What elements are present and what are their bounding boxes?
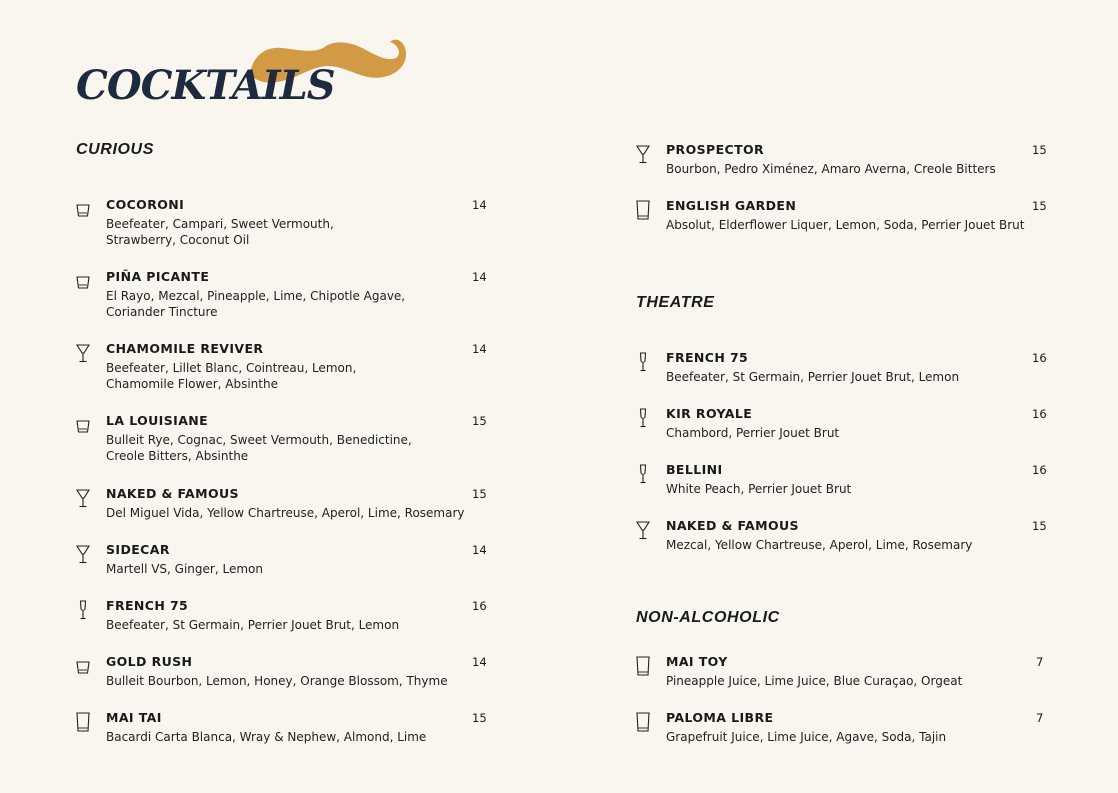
item-name: MAI TAI <box>106 710 162 725</box>
menu-header <box>76 30 416 110</box>
item-name: NAKED & FAMOUS <box>106 486 239 501</box>
item-price: 7 <box>1036 655 1044 669</box>
item-price: 14 <box>472 342 487 356</box>
item-description <box>106 505 465 521</box>
flute-glass-icon <box>636 352 650 372</box>
item-name: LA LOUISIANE <box>106 413 209 428</box>
item-name: FRENCH 75 <box>106 598 189 613</box>
rocks-glass-icon <box>76 656 90 676</box>
item-description-line: Mezcal, Yellow Chartreuse, Aperol, Lime, Rosemary <box>666 538 973 552</box>
item-description <box>106 360 356 392</box>
coupe-glass-icon <box>636 520 650 540</box>
item-description <box>666 673 962 689</box>
item-price: 14 <box>472 198 487 212</box>
section-title-theatre: THEATRE <box>636 294 715 311</box>
item-description-line: Bacardi Carta Blanca, Wray & Nephew, Almond, Lime <box>106 730 427 744</box>
item-description <box>666 425 839 441</box>
coupe-glass-icon <box>76 343 90 363</box>
section-title-non-alcoholic: NON-ALCOHOLIC <box>636 609 780 626</box>
item-description <box>106 432 412 464</box>
coupe-glass-icon <box>636 144 650 164</box>
item-description-line: Absolut, Elderflower Liquer, Lemon, Soda, Perrier Jouet Brut <box>666 218 1025 232</box>
item-price: 16 <box>472 599 487 613</box>
item-price: 16 <box>1032 463 1047 477</box>
item-description-line: Chamomile Flower, Absinthe <box>106 377 278 391</box>
item-description <box>106 673 448 689</box>
item-description <box>666 161 996 177</box>
page-title: COCKTAILS <box>76 62 335 109</box>
item-price: 15 <box>1032 199 1047 213</box>
item-description-line: El Rayo, Mezcal, Pineapple, Lime, Chipotle Agave, <box>106 289 406 303</box>
item-description <box>106 288 405 320</box>
item-description-line: Chambord, Perrier Jouet Brut <box>666 426 840 440</box>
flute-glass-icon <box>636 408 650 428</box>
rocks-glass-icon <box>76 271 90 291</box>
item-name: KIR ROYALE <box>666 406 753 421</box>
item-name: FRENCH 75 <box>666 350 749 365</box>
item-description-line: Bourbon, Pedro Ximénez, Amaro Averna, Creole Bitters <box>666 162 996 176</box>
item-name: PROSPECTOR <box>666 142 765 157</box>
highball-glass-icon <box>636 200 650 220</box>
item-price: 14 <box>472 270 487 284</box>
item-description <box>106 617 399 633</box>
rocks-glass-icon <box>76 199 90 219</box>
item-description <box>106 561 263 577</box>
item-price: 15 <box>1032 519 1047 533</box>
item-description-line: Grapefruit Juice, Lime Juice, Agave, Soda, Tajin <box>666 730 947 744</box>
item-description <box>666 537 972 553</box>
item-description-line: Pineapple Juice, Lime Juice, Blue Curaçao, Orgeat <box>666 674 963 688</box>
flute-glass-icon <box>76 600 90 620</box>
item-description <box>666 481 851 497</box>
item-price: 7 <box>1036 711 1044 725</box>
item-description-line: Strawberry, Coconut Oil <box>106 233 250 247</box>
item-price: 15 <box>472 711 487 725</box>
highball-glass-icon <box>636 656 650 676</box>
item-name: COCORONI <box>106 197 185 212</box>
section-title-curious: CURIOUS <box>76 141 154 158</box>
coupe-glass-icon <box>76 544 90 564</box>
item-description-line: Beefeater, Campari, Sweet Vermouth, <box>106 217 334 231</box>
item-price: 15 <box>1032 143 1047 157</box>
item-name: BELLINI <box>666 462 723 477</box>
item-name: PIÑA PICANTE <box>106 269 210 284</box>
item-price: 14 <box>472 543 487 557</box>
item-name: PALOMA LIBRE <box>666 710 774 725</box>
highball-glass-icon <box>636 712 650 732</box>
item-name: MAI TOY <box>666 654 728 669</box>
item-description <box>106 216 334 248</box>
item-price: 16 <box>1032 407 1047 421</box>
item-price: 15 <box>472 414 487 428</box>
item-description <box>106 729 426 745</box>
rocks-glass-icon <box>76 415 90 435</box>
flute-glass-icon <box>636 464 650 484</box>
item-price: 14 <box>472 655 487 669</box>
item-description-line: Beefeater, St Germain, Perrier Jouet Brut, Lemon <box>666 370 960 384</box>
item-name: GOLD RUSH <box>106 654 193 669</box>
item-price: 16 <box>1032 351 1047 365</box>
item-description-line: Beefeater, St Germain, Perrier Jouet Brut, Lemon <box>106 618 400 632</box>
coupe-glass-icon <box>76 488 90 508</box>
item-description-line: Beefeater, Lillet Blanc, Cointreau, Lemon, <box>106 361 357 375</box>
item-description-line: Del Miguel Vida, Yellow Chartreuse, Aperol, Lime, Rosemary <box>106 506 465 520</box>
item-description <box>666 217 1024 233</box>
item-price: 15 <box>472 487 487 501</box>
item-description-line: Bulleit Rye, Cognac, Sweet Vermouth, Benedictine, <box>106 433 412 447</box>
item-name: CHAMOMILE REVIVER <box>106 341 264 356</box>
item-description-line: Coriander Tincture <box>106 305 218 319</box>
item-name: SIDECAR <box>106 542 170 557</box>
item-name: NAKED & FAMOUS <box>666 518 799 533</box>
item-description <box>666 369 959 385</box>
item-description-line: Creole Bitters, Absinthe <box>106 449 249 463</box>
item-description <box>666 729 946 745</box>
item-description-line: Bulleit Bourbon, Lemon, Honey, Orange Blossom, Thyme <box>106 674 448 688</box>
item-name: ENGLISH GARDEN <box>666 198 797 213</box>
highball-glass-icon <box>76 712 90 732</box>
item-description-line: Martell VS, Ginger, Lemon <box>106 562 263 576</box>
item-description-line: White Peach, Perrier Jouet Brut <box>666 482 852 496</box>
